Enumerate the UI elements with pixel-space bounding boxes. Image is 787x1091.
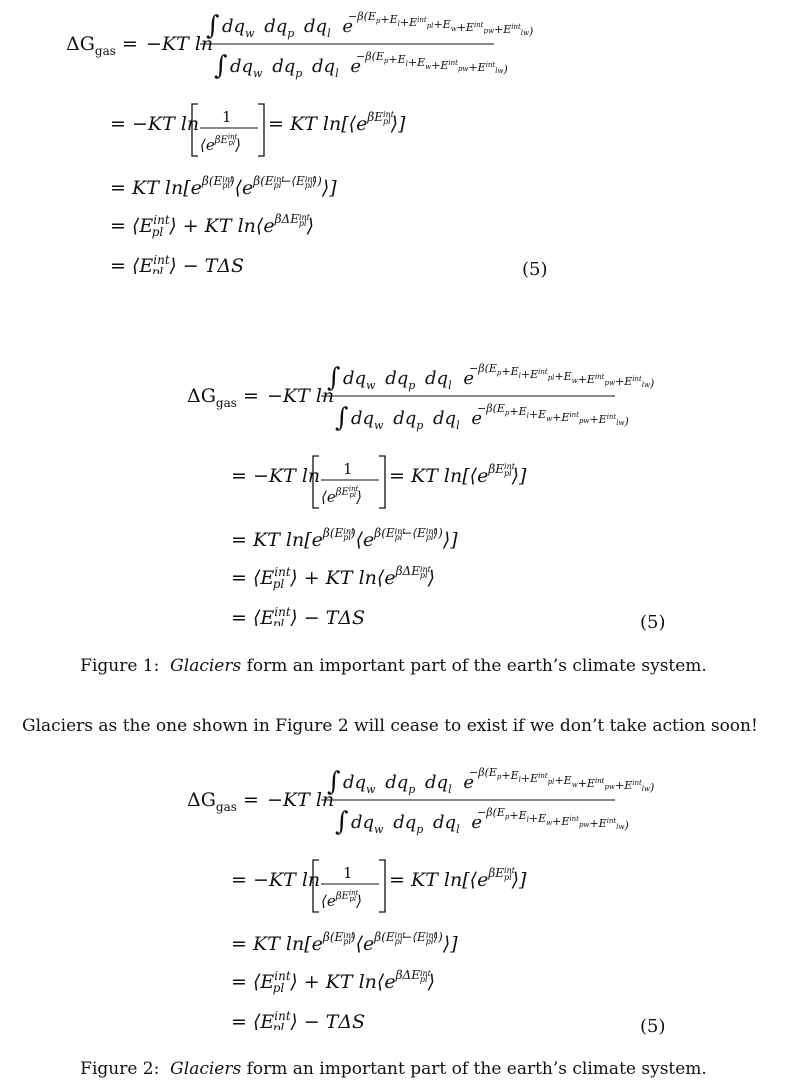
figure-1-label: Figure 1: xyxy=(80,656,160,676)
figure-2-caption xyxy=(0,1059,787,1079)
equation-block-top xyxy=(62,4,582,274)
equation-number-top: (5) xyxy=(522,259,548,280)
equation-block-figure-1 xyxy=(183,356,703,626)
figure-1-text: form an important part of the earth’s climate system. xyxy=(246,656,707,676)
equation-number-figure-1: (5) xyxy=(640,612,666,633)
equation-block-figure-2 xyxy=(183,760,703,1030)
figure-1-emphasis: Glaciers xyxy=(170,656,242,676)
figure-2-text: form an important part of the earth’s climate system. xyxy=(246,1059,707,1079)
body-paragraph: Glaciers as the one shown in Figure 2 will cease to exist if we don’t take action soon! xyxy=(22,716,758,736)
figure-1-caption xyxy=(0,656,787,676)
figure-2-label: Figure 2: xyxy=(80,1059,160,1079)
equation-number-figure-2: (5) xyxy=(640,1016,666,1037)
figure-2-emphasis: Glaciers xyxy=(170,1059,242,1079)
